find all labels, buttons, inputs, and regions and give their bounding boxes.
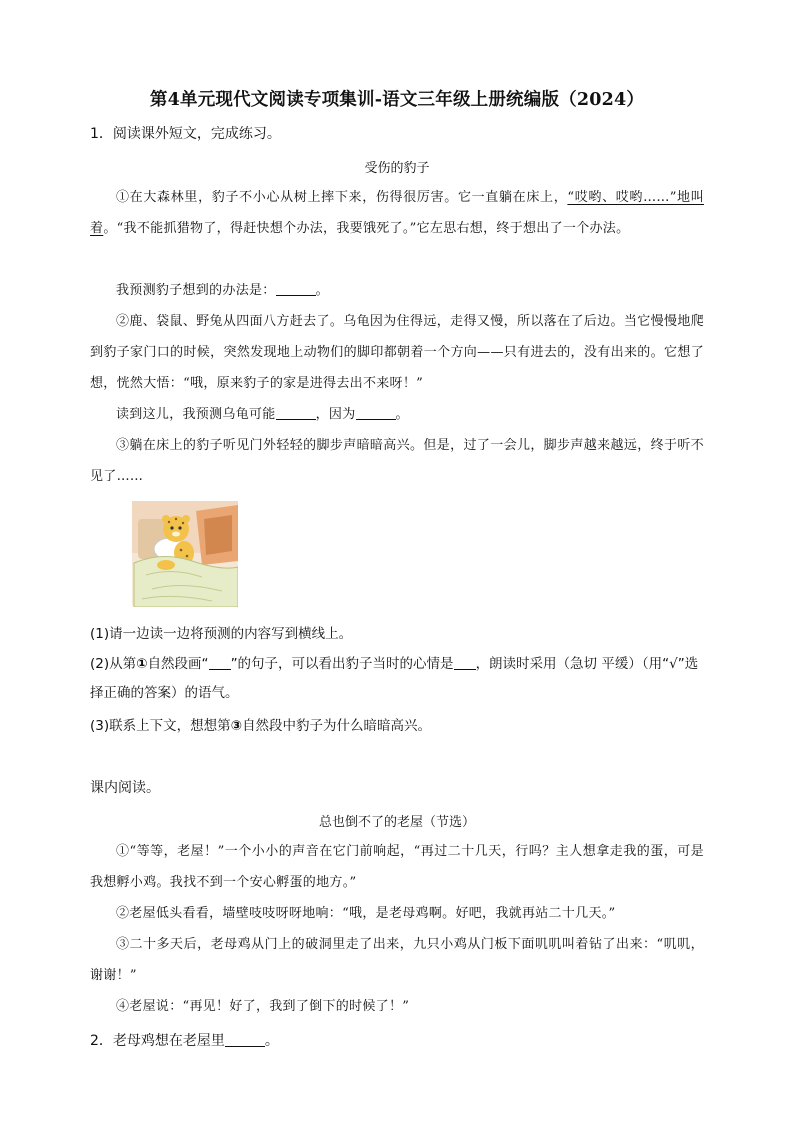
- sub2-text-d: ，朗读时采用（急切 平缓）（用“√”选择正确的答案）的语气。: [90, 656, 699, 701]
- answer-blank[interactable]: [276, 281, 316, 296]
- circled-number: ③: [230, 718, 243, 734]
- sub-question-2: [90, 650, 706, 708]
- sub2-text-a: (2)从第: [90, 656, 137, 672]
- p1-text-b: 。“我不能抓猎物了，得赶快想个办法，我要饿死了。”它左思右想，终于想出了一个办法。: [103, 221, 630, 236]
- sub2-text-c: ”的句子，可以看出豹子当时的心情是: [230, 656, 454, 672]
- prediction-1-end: 。: [315, 283, 329, 298]
- leopard-in-bed-illustration: [132, 501, 238, 607]
- answer-blank[interactable]: [454, 655, 476, 670]
- prediction-1: [90, 275, 704, 306]
- passage-1-paragraph-3: ③躺在床上的豹子听见门外轻轻的脚步声暗暗高兴。但是，过了一会儿，脚步声越来越远，终于听不见了……: [90, 438, 704, 484]
- p1-text-a: ①在大森林里，豹子不小心从树上摔下来，伤得很厉害。它一直躺在床上，: [116, 190, 568, 205]
- sub-question-3: [90, 712, 706, 741]
- page-title: 第4单元现代文阅读专项集训-语文三年级上册统编版（2024）: [149, 90, 645, 110]
- passage-2-paragraph-4: ④老屋说：“再见！好了，我到了倒下的时候了！”: [116, 999, 410, 1014]
- sub-question-1: (1)请一边读一边将预测的内容写到横线上。: [90, 626, 353, 642]
- prediction-2-text-a: 读到这儿，我预测乌龟可能: [116, 407, 276, 422]
- answer-blank[interactable]: [209, 655, 231, 670]
- question-2-label: [90, 1030, 279, 1050]
- section-2-label: 课内阅读。: [90, 780, 160, 796]
- answer-blank[interactable]: [356, 405, 396, 420]
- prediction-2-end: 。: [395, 407, 409, 422]
- passage-1-title: 受伤的豹子: [364, 161, 430, 176]
- sub3-text-a: (3)联系上下文，想想第: [90, 718, 231, 734]
- passage-1-paragraph-2: ②鹿、袋鼠、野兔从四面八方赶去了。乌龟因为住得远，走得又慢，所以落在了后边。当它慢慢地爬到豹子家门口的时候，突然发现地上动物们的脚印都朝着一个方向——只有进去的，没有出来的。它想了想，恍然大悟：“哦，原来豹子的家是进得去出不来呀！”: [90, 314, 704, 391]
- sub2-text-b: 自然段画“: [147, 656, 209, 672]
- circled-number: ①: [136, 656, 148, 672]
- q2-text: 2．老母鸡想在老屋里: [90, 1033, 225, 1049]
- prediction-2: [90, 399, 704, 430]
- passage-2-paragraph-1: ①“等等，老屋！”一个小小的声音在它门前响起，“再过二十几天，行吗？主人想拿走我的蛋，可是我想孵小鸡。我找不到一个安心孵蛋的地方。”: [90, 844, 704, 890]
- passage-2-paragraph-3: ③二十多天后，老母鸡从门上的破洞里走了出来，九只小鸡从门板下面叽叽叫着钻了出来：“叽叽，谢谢！”: [90, 937, 704, 983]
- sub3-text-b: 自然段中豹子为什么暗暗高兴。: [242, 718, 432, 734]
- p1-underlined-quote: “哎哟、哎哟……”地叫着: [90, 190, 705, 236]
- prediction-1-text: 我预测豹子想到的办法是：: [116, 283, 276, 298]
- passage-1-paragraph-1: [90, 182, 704, 244]
- q2-end: 。: [264, 1033, 279, 1049]
- prediction-2-text-b: ，因为: [315, 407, 356, 422]
- passage-2-title: 总也倒不了的老屋（节选）: [318, 815, 475, 830]
- question-1-label: 1．阅读课外短文，完成练习。: [90, 126, 281, 142]
- answer-blank[interactable]: [225, 1032, 265, 1047]
- answer-blank[interactable]: [276, 405, 316, 420]
- passage-2-paragraph-2: ②老屋低头看看，墙壁吱吱呀呀地响：“哦，是老母鸡啊。好吧，我就再站二十几天。”: [116, 906, 616, 921]
